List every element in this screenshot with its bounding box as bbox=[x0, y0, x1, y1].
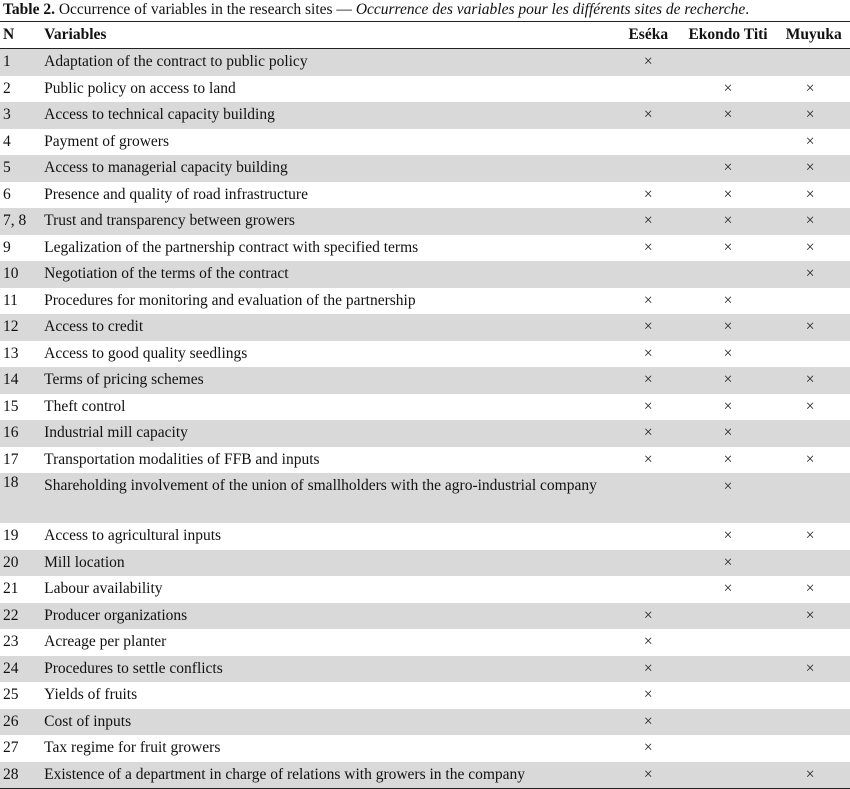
row-number: 3 bbox=[0, 102, 44, 129]
row-number: 1 bbox=[0, 49, 44, 76]
row-mark-muyuka: × bbox=[776, 762, 850, 789]
table-row bbox=[0, 473, 850, 523]
row-variable: Access to good quality seedlings bbox=[44, 344, 248, 362]
row-mark-muyuka: × bbox=[805, 580, 815, 597]
row-variable: Trust and transparency between growers bbox=[44, 208, 616, 235]
row-mark-ekondo-titi: × bbox=[723, 79, 733, 97]
row-mark-ekondo-titi: × bbox=[723, 291, 733, 309]
row-number: 26 bbox=[0, 709, 44, 736]
row-mark-eseka: × bbox=[616, 49, 680, 76]
caption-text-fr: Occurrence des variables pour les différents sites de recherche bbox=[355, 1, 746, 18]
row-variable: Access to credit bbox=[44, 314, 616, 341]
table-row bbox=[0, 314, 850, 341]
row-mark-eseka: × bbox=[643, 185, 653, 203]
table-row bbox=[0, 208, 850, 235]
row-mark-ekondo-titi: × bbox=[723, 397, 733, 415]
row-mark-eseka: × bbox=[643, 291, 653, 309]
row-mark-eseka: × bbox=[616, 709, 680, 736]
caption-label: Table 2. bbox=[3, 1, 55, 18]
row-mark-ekondo-titi: × bbox=[680, 367, 775, 394]
row-variable: Procedures for monitoring and evaluation of the partnership bbox=[44, 291, 416, 309]
row-variable: Terms of pricing schemes bbox=[44, 367, 616, 394]
row-variable: Access to technical capacity building bbox=[44, 102, 616, 129]
row-variable: Labour availability bbox=[44, 580, 163, 597]
row-mark-ekondo-titi bbox=[680, 735, 775, 762]
row-variable: Acreage per planter bbox=[44, 633, 167, 650]
row-variable: Cost of inputs bbox=[44, 709, 616, 736]
row-variable: Industrial mill capacity bbox=[44, 420, 616, 447]
row-mark-ekondo-titi: × bbox=[723, 344, 733, 362]
table-row bbox=[0, 341, 850, 368]
row-variable: Payment of growers bbox=[44, 132, 169, 150]
row-mark-muyuka: × bbox=[776, 314, 850, 341]
row-number: 12 bbox=[0, 314, 44, 341]
table-row bbox=[0, 49, 850, 76]
row-mark-muyuka: × bbox=[776, 367, 850, 394]
row-variable: Theft control bbox=[44, 397, 126, 415]
header-ekondo-titi: Ekondo Titi bbox=[688, 26, 768, 43]
row-mark-eseka: × bbox=[616, 603, 680, 630]
row-mark-eseka bbox=[616, 76, 680, 103]
row-mark-eseka bbox=[616, 261, 680, 288]
row-mark-eseka: × bbox=[616, 208, 680, 235]
table-row bbox=[0, 603, 850, 630]
row-mark-ekondo-titi bbox=[680, 129, 775, 156]
row-number: 15 bbox=[3, 397, 19, 415]
table-row bbox=[0, 367, 850, 394]
row-variable: Existence of a department in charge of relations with growers in the company bbox=[44, 762, 616, 789]
row-mark-muyuka: × bbox=[776, 155, 850, 182]
table-row bbox=[0, 762, 850, 789]
row-mark-eseka: × bbox=[643, 686, 653, 703]
row-mark-ekondo-titi bbox=[680, 629, 775, 656]
header-muyuka: Muyuka bbox=[785, 26, 842, 43]
row-mark-eseka bbox=[616, 523, 680, 550]
table-header-row bbox=[0, 22, 850, 49]
row-number: 17 bbox=[3, 450, 19, 468]
row-mark-ekondo-titi bbox=[680, 603, 775, 630]
table-row bbox=[0, 709, 850, 736]
row-mark-eseka bbox=[616, 129, 680, 156]
row-number: 2 bbox=[3, 79, 11, 97]
table-row bbox=[0, 155, 850, 182]
table-row bbox=[0, 261, 850, 288]
row-mark-muyuka: × bbox=[805, 527, 815, 544]
row-number: 13 bbox=[3, 344, 19, 362]
row-mark-ekondo-titi: × bbox=[680, 155, 775, 182]
row-variable: Mill location bbox=[44, 550, 616, 577]
table-row bbox=[0, 102, 850, 129]
table-row bbox=[0, 550, 850, 577]
row-number: 25 bbox=[3, 686, 19, 703]
row-number: 16 bbox=[0, 420, 44, 447]
row-mark-muyuka bbox=[776, 473, 850, 523]
row-mark-eseka bbox=[616, 155, 680, 182]
row-variable: Procedures to settle conflicts bbox=[44, 656, 616, 683]
row-number: 28 bbox=[0, 762, 44, 789]
row-number: 7, 8 bbox=[0, 208, 44, 235]
row-variable: Tax regime for fruit growers bbox=[44, 739, 221, 756]
row-mark-muyuka bbox=[776, 550, 850, 577]
row-mark-ekondo-titi: × bbox=[723, 580, 733, 597]
row-mark-muyuka bbox=[776, 341, 850, 368]
row-mark-ekondo-titi: × bbox=[723, 450, 733, 468]
row-mark-eseka: × bbox=[643, 397, 653, 415]
row-mark-muyuka: × bbox=[776, 261, 850, 288]
row-mark-ekondo-titi: × bbox=[680, 420, 775, 447]
table-row bbox=[0, 394, 850, 421]
row-variable: Access to agricultural inputs bbox=[44, 527, 222, 544]
row-mark-ekondo-titi: × bbox=[723, 238, 733, 256]
row-number: 20 bbox=[0, 550, 44, 577]
row-mark-ekondo-titi: × bbox=[680, 102, 775, 129]
table-row bbox=[0, 682, 850, 709]
row-mark-muyuka: × bbox=[805, 185, 815, 203]
caption-end: . bbox=[745, 1, 750, 18]
table-row bbox=[0, 656, 850, 683]
row-number: 19 bbox=[3, 527, 19, 544]
row-mark-muyuka bbox=[776, 420, 850, 447]
row-variable: Shareholding involvement of the union of smallholders with the agro-industrial company bbox=[44, 473, 616, 523]
row-mark-ekondo-titi: × bbox=[680, 208, 775, 235]
row-mark-eseka: × bbox=[643, 238, 653, 256]
table-row bbox=[0, 576, 850, 603]
row-number: 21 bbox=[3, 580, 19, 597]
row-number: 5 bbox=[0, 155, 44, 182]
row-mark-muyuka: × bbox=[776, 656, 850, 683]
row-mark-ekondo-titi bbox=[680, 656, 775, 683]
table-body bbox=[0, 49, 850, 789]
row-number: 6 bbox=[3, 185, 11, 203]
table-row bbox=[0, 523, 850, 550]
table-row bbox=[0, 235, 850, 262]
row-mark-ekondo-titi bbox=[680, 682, 775, 709]
row-mark-muyuka: × bbox=[776, 102, 850, 129]
row-number: 14 bbox=[0, 367, 44, 394]
row-mark-muyuka: × bbox=[805, 450, 815, 468]
row-variable: Adaptation of the contract to public policy bbox=[44, 49, 616, 76]
row-mark-muyuka: × bbox=[805, 132, 815, 150]
row-mark-eseka: × bbox=[616, 102, 680, 129]
row-variable: Transportation modalities of FFB and inputs bbox=[44, 450, 320, 468]
row-variable: Producer organizations bbox=[44, 603, 616, 630]
row-mark-muyuka: × bbox=[805, 79, 815, 97]
row-variable: Access to managerial capacity building bbox=[44, 155, 616, 182]
table-row bbox=[0, 447, 850, 474]
row-number: 23 bbox=[3, 633, 19, 650]
row-number: 9 bbox=[3, 238, 11, 256]
row-mark-eseka: × bbox=[616, 420, 680, 447]
row-mark-ekondo-titi bbox=[680, 49, 775, 76]
row-mark-ekondo-titi: × bbox=[680, 550, 775, 577]
row-mark-muyuka bbox=[776, 735, 850, 762]
row-variable: Yields of fruits bbox=[44, 686, 138, 703]
row-mark-ekondo-titi: × bbox=[723, 527, 733, 544]
row-mark-ekondo-titi: × bbox=[680, 314, 775, 341]
row-number: 4 bbox=[3, 132, 11, 150]
row-mark-eseka bbox=[616, 550, 680, 577]
table-row bbox=[0, 629, 850, 656]
header-eseka: Eséka bbox=[628, 26, 669, 43]
caption-text-en: Occurrence of variables in the research sites — bbox=[54, 1, 356, 18]
row-variable: Negotiation of the terms of the contract bbox=[44, 261, 616, 288]
row-number: 18 bbox=[0, 473, 44, 523]
row-number: 22 bbox=[0, 603, 44, 630]
table-row bbox=[0, 735, 850, 762]
row-number: 27 bbox=[3, 739, 19, 756]
row-number: 24 bbox=[0, 656, 44, 683]
row-mark-muyuka: × bbox=[776, 208, 850, 235]
row-mark-eseka: × bbox=[643, 450, 653, 468]
row-mark-ekondo-titi bbox=[680, 261, 775, 288]
row-mark-eseka: × bbox=[643, 739, 653, 756]
row-mark-muyuka bbox=[776, 629, 850, 656]
table-row bbox=[0, 182, 850, 209]
row-mark-eseka: × bbox=[643, 344, 653, 362]
row-mark-eseka: × bbox=[616, 762, 680, 789]
row-mark-eseka: × bbox=[616, 314, 680, 341]
row-mark-eseka bbox=[616, 473, 680, 523]
table-row bbox=[0, 288, 850, 315]
header-n: N bbox=[3, 26, 15, 43]
row-mark-eseka: × bbox=[616, 367, 680, 394]
row-mark-muyuka bbox=[776, 709, 850, 736]
row-variable: Legalization of the partnership contract with specified terms bbox=[44, 238, 419, 256]
row-mark-ekondo-titi bbox=[680, 709, 775, 736]
table-row bbox=[0, 129, 850, 156]
header-variables: Variables bbox=[44, 26, 107, 43]
row-number: 10 bbox=[0, 261, 44, 288]
row-mark-muyuka bbox=[776, 682, 850, 709]
row-mark-muyuka bbox=[776, 288, 850, 315]
row-mark-ekondo-titi bbox=[680, 762, 775, 789]
row-variable: Presence and quality of road infrastructure bbox=[44, 185, 308, 203]
row-number: 11 bbox=[3, 291, 18, 309]
row-mark-muyuka: × bbox=[805, 397, 815, 415]
row-mark-eseka: × bbox=[643, 633, 653, 650]
table-caption bbox=[3, 0, 848, 20]
table-row bbox=[0, 420, 850, 447]
row-mark-eseka: × bbox=[616, 656, 680, 683]
variables-table bbox=[0, 21, 850, 789]
row-mark-eseka bbox=[616, 576, 680, 603]
row-mark-ekondo-titi: × bbox=[723, 185, 733, 203]
row-mark-muyuka: × bbox=[805, 238, 815, 256]
row-mark-muyuka: × bbox=[776, 603, 850, 630]
row-mark-muyuka bbox=[776, 49, 850, 76]
row-variable: Public policy on access to land bbox=[44, 79, 236, 97]
table-row bbox=[0, 76, 850, 103]
row-mark-ekondo-titi: × bbox=[680, 473, 775, 523]
